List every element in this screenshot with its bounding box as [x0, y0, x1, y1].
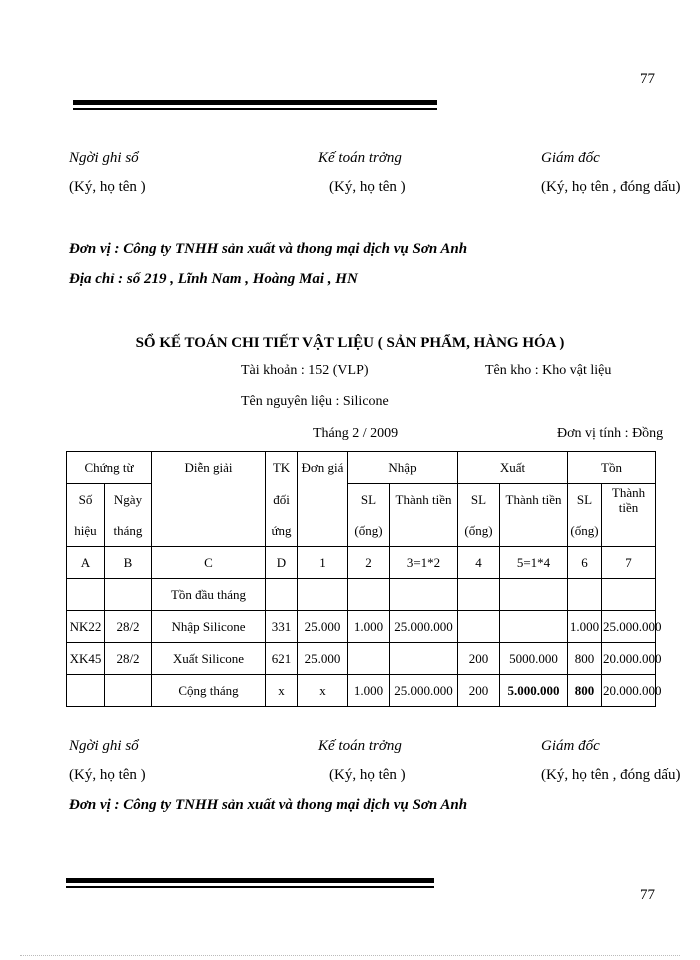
- table-cell: [266, 579, 298, 611]
- bottom-rule-thick: [66, 878, 434, 883]
- code-cell: 6: [568, 547, 602, 579]
- table-cell: [105, 579, 152, 611]
- bottom-rule-thin: [66, 886, 434, 888]
- cell-import-qty: [348, 643, 390, 675]
- company-address: Địa chỉ : số 219 , Lĩnh Nam , Hoàng Mai , HN: [69, 271, 358, 287]
- code-cell: 2: [348, 547, 390, 579]
- code-cell: 4: [458, 547, 500, 579]
- total-description: Cộng tháng: [152, 675, 266, 707]
- total-row: [67, 675, 656, 707]
- cell-unit-price: 25.000: [298, 643, 348, 675]
- header-import-qty-unit: (ống): [348, 515, 390, 547]
- ledger-account: Tài khoản : 152 (VLP): [241, 363, 369, 378]
- cell-balance-qty: 800: [568, 643, 602, 675]
- table-header-row-2: [67, 484, 656, 516]
- cell-voucher-date: 28/2: [105, 611, 152, 643]
- header-import: Nhập: [348, 452, 458, 484]
- total-export-amount: 5.000.000: [500, 675, 568, 707]
- total-balance-amount: 20.000.000: [602, 675, 656, 707]
- sig-bottom-director-title: Giám đốc: [541, 738, 600, 754]
- header-balance-qty-unit: (ống): [568, 515, 602, 547]
- company-unit: Đơn vị : Công ty TNHH sản xuất và thong mại dịch vụ Sơn Anh: [69, 241, 468, 257]
- cell-export-amount: [500, 611, 568, 643]
- code-cell: D: [266, 547, 298, 579]
- header-description: Diễn giải: [152, 452, 266, 484]
- header-export: Xuất: [458, 452, 568, 484]
- cell-voucher-no: NK22: [67, 611, 105, 643]
- cell-description: Xuất Silicone: [152, 643, 266, 675]
- cell-contra: 621: [266, 643, 298, 675]
- header-unit-price: Đơn giá: [298, 452, 348, 484]
- ledger-unit-of-measure: Đơn vị tính : Đồng: [557, 426, 664, 441]
- ledger-title: SỔ KẾ TOÁN CHI TIẾT VẬT LIỆU ( SẢN PHẨM, HÀNG HÓA ): [135, 335, 565, 351]
- sig-top-recorder-note: (Ký, họ tên ): [69, 179, 146, 195]
- sig-bottom-recorder-title: Ngời ghi sổ: [69, 738, 139, 754]
- cell-import-amount: 25.000.000: [390, 611, 458, 643]
- total-balance-qty: 800: [568, 675, 602, 707]
- code-cell: 1: [298, 547, 348, 579]
- cell-voucher-no: XK45: [67, 643, 105, 675]
- cell-export-qty: 200: [458, 643, 500, 675]
- code-row: [67, 547, 656, 579]
- cell-export-qty: [458, 611, 500, 643]
- cell-export-amount: 5000.000: [500, 643, 568, 675]
- page-number-top: 77: [640, 71, 655, 87]
- cell-balance-amount: 20.000.000: [602, 643, 656, 675]
- cell-contra: 331: [266, 611, 298, 643]
- top-rule-thick: [73, 100, 437, 105]
- page-number-bottom: 77: [640, 887, 655, 903]
- table-cell: [105, 675, 152, 707]
- cell-balance-qty: 1.000: [568, 611, 602, 643]
- company-unit-bottom: Đơn vị : Công ty TNHH sản xuất và thong mại dịch vụ Sơn Anh: [69, 797, 468, 813]
- table-cell: [67, 579, 105, 611]
- header-description-end: [152, 515, 266, 547]
- header-export-qty-unit: (ống): [458, 515, 500, 547]
- opening-description: Tồn đầu tháng: [152, 579, 266, 611]
- header-voucher-no-2: hiệu: [67, 515, 105, 547]
- cell-balance-amount: 25.000.000: [602, 611, 656, 643]
- sig-top-director-note: (Ký, họ tên , đóng dấu): [541, 179, 681, 195]
- sig-bottom-recorder-note: (Ký, họ tên ): [69, 767, 146, 783]
- table-cell: [298, 579, 348, 611]
- cell-import-amount: [390, 643, 458, 675]
- header-balance-amount-end: [602, 515, 656, 547]
- table-row: [67, 643, 656, 675]
- table-row: [67, 611, 656, 643]
- code-cell: 7: [602, 547, 656, 579]
- code-cell: 3=1*2: [390, 547, 458, 579]
- header-export-qty: SL: [458, 484, 500, 516]
- page-bottom-divider: [20, 955, 680, 956]
- header-unit-price-end: [298, 515, 348, 547]
- sig-top-accountant-title: Kế toán trởng: [318, 150, 402, 166]
- header-contra: TK: [266, 452, 298, 484]
- sig-top-recorder-title: Ngời ghi sổ: [69, 150, 139, 166]
- header-export-amount-end: [500, 515, 568, 547]
- cell-voucher-date: 28/2: [105, 643, 152, 675]
- code-cell: A: [67, 547, 105, 579]
- header-contra-2: đối: [266, 484, 298, 516]
- total-import-amount: 25.000.000: [390, 675, 458, 707]
- table-header-row-3: [67, 515, 656, 547]
- table-cell: [390, 579, 458, 611]
- total-contra: x: [266, 675, 298, 707]
- header-voucher-date-2: tháng: [105, 515, 152, 547]
- code-cell: C: [152, 547, 266, 579]
- header-unit-price-cont: [298, 484, 348, 516]
- table-cell: [568, 579, 602, 611]
- top-rule-thin: [73, 108, 437, 110]
- header-balance: Tồn: [568, 452, 656, 484]
- total-unit-price: x: [298, 675, 348, 707]
- header-voucher: Chứng từ: [67, 452, 152, 484]
- table-cell: [67, 675, 105, 707]
- header-balance-qty: SL: [568, 484, 602, 516]
- sig-top-accountant-note: (Ký, họ tên ): [329, 179, 406, 195]
- header-balance-amount: Thành tiền: [602, 484, 656, 516]
- cell-description: Nhập Silicone: [152, 611, 266, 643]
- table-cell: [458, 579, 500, 611]
- table-cell: [602, 579, 656, 611]
- header-export-amount: Thành tiền: [500, 484, 568, 516]
- code-cell: B: [105, 547, 152, 579]
- cell-import-qty: 1.000: [348, 611, 390, 643]
- table-cell: [500, 579, 568, 611]
- ledger-table: [66, 451, 662, 707]
- sig-top-director-title: Giám đốc: [541, 150, 600, 166]
- ledger-warehouse: Tên kho : Kho vật liệu: [485, 363, 612, 378]
- total-export-qty: 200: [458, 675, 500, 707]
- ledger-month: Tháng 2 / 2009: [313, 426, 399, 441]
- header-contra-3: ứng: [266, 515, 298, 547]
- opening-balance-row: [67, 579, 656, 611]
- sig-bottom-accountant-title: Kế toán trởng: [318, 738, 402, 754]
- header-import-amount-end: [390, 515, 458, 547]
- cell-unit-price: 25.000: [298, 611, 348, 643]
- header-description-cont: [152, 484, 266, 516]
- total-import-qty: 1.000: [348, 675, 390, 707]
- header-import-qty: SL: [348, 484, 390, 516]
- sig-bottom-accountant-note: (Ký, họ tên ): [329, 767, 406, 783]
- ledger-material: Tên nguyên liệu : Silicone: [241, 394, 389, 409]
- header-import-amount: Thành tiền: [390, 484, 458, 516]
- table-header-row-1: [67, 452, 656, 484]
- sig-bottom-director-note: (Ký, họ tên , đóng dấu): [541, 767, 681, 783]
- header-voucher-date: Ngày: [105, 484, 152, 516]
- header-voucher-no: Số: [67, 484, 105, 516]
- table-cell: [348, 579, 390, 611]
- code-cell: 5=1*4: [500, 547, 568, 579]
